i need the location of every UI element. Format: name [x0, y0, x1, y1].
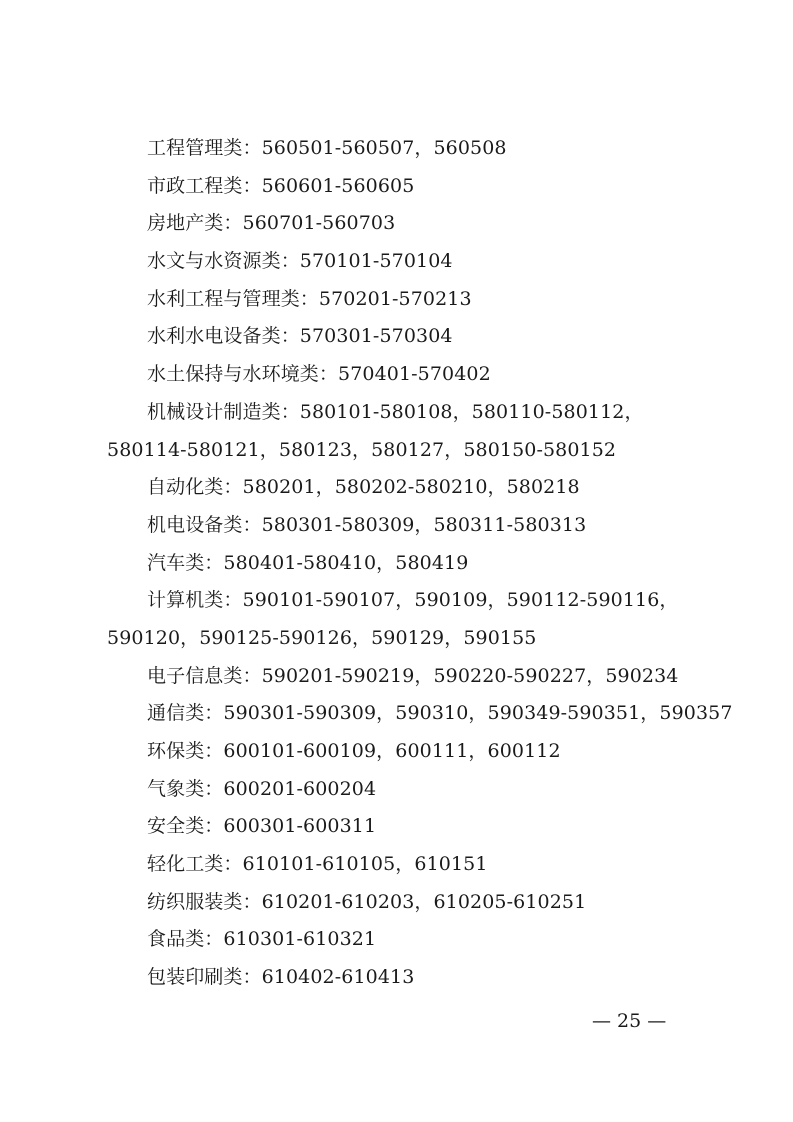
text-line-soil-water: 水土保持与水环境类：570401-570402	[147, 363, 491, 386]
text-line-environmental: 环保类：600101-600109，600111，600112	[147, 740, 561, 762]
text-line-automation: 自动化类：580201，580202-580210，580218	[147, 476, 580, 499]
text-line-real-estate: 房地产类：560701-560703	[147, 212, 396, 235]
text-line-hydropower-equipment: 水利水电设备类：570301-570304	[147, 325, 453, 348]
text-line-electromechanical: 机电设备类：580301-580309，580311-580313	[147, 513, 587, 536]
text-line-engineering-management: 工程管理类：560501-560507，560508	[147, 137, 507, 159]
text-line-computer-cont: 590120，590125-590126，590129，590155	[107, 626, 537, 649]
text-line-computer-part1: 计算机类：590101-590107，590109，590112-590116，	[147, 589, 679, 612]
document-body	[107, 130, 733, 997]
text-line-mechanical-design	[107, 394, 687, 432]
text-line-automotive: 汽车类：580401-580410，580419	[147, 551, 469, 574]
text-line-textile-apparel: 纺织服装类：610201-610203，610205-610251	[147, 890, 587, 913]
text-line-meteorology: 气象类：600201-600204	[147, 777, 377, 800]
text-line-electronic-information: 电子信息类：590201-590219，590220-590227，590234	[147, 664, 679, 687]
text-line-packaging-printing: 包装印刷类：610402-610413	[147, 966, 415, 989]
text-line-computer	[107, 582, 687, 620]
text-line-water-engineering: 水利工程与管理类：570201-570213	[147, 287, 472, 310]
text-line-light-chemical: 轻化工类：610101-610105，610151	[147, 853, 488, 876]
text-line-mechanical-design-cont: 580114-580121，580123，580127，580150-580152	[107, 438, 617, 461]
text-line-municipal-engineering: 市政工程类：560601-560605	[147, 174, 415, 197]
text-line-mechanical-design-part1: 机械设计制造类：580101-580108，580110-580112，	[147, 400, 644, 423]
page-number: — 25 —	[592, 1010, 667, 1032]
text-line-hydrology: 水文与水资源类：570101-570104	[147, 250, 453, 273]
text-line-safety: 安全类：600301-600311	[147, 815, 377, 838]
text-line-communication: 通信类：590301-590309，590310，590349-590351，590357	[147, 702, 733, 725]
text-line-food: 食品类：610301-610321	[147, 928, 377, 951]
